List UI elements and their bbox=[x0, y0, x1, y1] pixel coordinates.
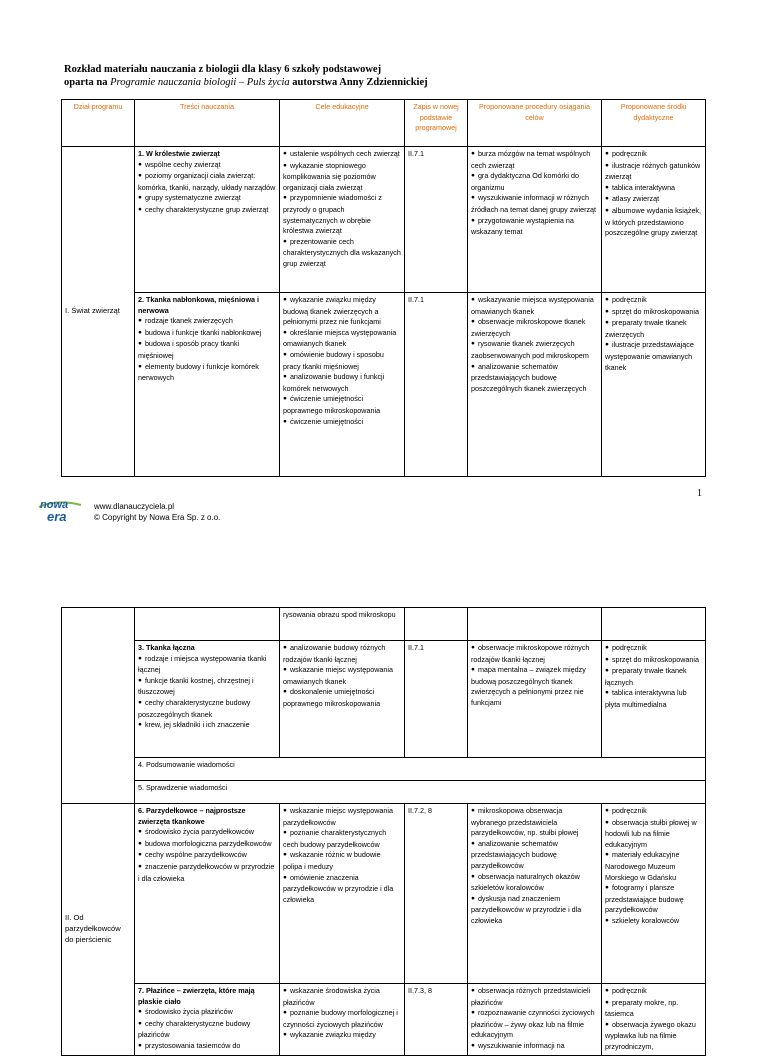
list-item: ● podręcznik bbox=[605, 806, 702, 818]
list-item: ● wyszukiwanie informacji na bbox=[471, 1041, 598, 1053]
list-item: ● gra dydaktyczna Od komórki do organizmu bbox=[471, 171, 598, 193]
goals-cell bbox=[280, 641, 405, 758]
list-item: ● przystosowania tasiemców do bbox=[138, 1041, 276, 1053]
means-cell bbox=[602, 293, 706, 477]
list-item: ● obserwacja naturalnych okazów szkieletów koralowców bbox=[471, 872, 598, 894]
list-item: ● środowisko życia parzydełkowców bbox=[138, 827, 276, 839]
list-item: ● wskazanie różnic w budowie polipa i meduzy bbox=[283, 850, 401, 872]
list-item: ● rozpoznawanie czynności życiowych płazińców – żywy okaz lub na filmie edukacyjnym bbox=[471, 1008, 598, 1041]
list-item: ● wskazanie miejsc występowania omawianych tkanek bbox=[283, 665, 401, 687]
table-row bbox=[62, 758, 706, 781]
list-item: ● budowa i sposób pracy tkanki mięśniowej bbox=[138, 339, 276, 361]
list-item: ● grupy systematyczne zwierząt bbox=[138, 193, 276, 205]
list-item: ● ilustracje różnych gatunków zwierząt bbox=[605, 161, 702, 183]
header-cele: Cele edukacyjne bbox=[280, 100, 405, 147]
list-item: ● budowa morfologiczna parzydełkowców bbox=[138, 839, 276, 851]
table-row bbox=[62, 641, 706, 758]
title-line-1: Rozkład materiału nauczania z biologii dla klasy 6 szkoły podstawowej bbox=[64, 64, 382, 75]
list-item: ● podręcznik bbox=[605, 295, 702, 307]
list-item: ● obserwacja stułbi płowej w hodowli lub na filmie edukacyjnym bbox=[605, 818, 702, 851]
header-zapis: Zapis w nowej podstawie programowej bbox=[405, 100, 468, 147]
list-item: ● preparaty trwałe tkanek łącznych bbox=[605, 666, 702, 688]
header-srodki: Proponowane środki dydaktyczne bbox=[602, 100, 706, 147]
code-cell: II.7.1 bbox=[405, 147, 468, 293]
code-cell bbox=[405, 608, 468, 641]
list-item: ● określanie miejsca występowania omawianych tkanek bbox=[283, 328, 401, 350]
list-item: ● sprzęt do mikroskopowania bbox=[605, 655, 702, 667]
header-dzial: Dział programu bbox=[62, 100, 135, 147]
list-item: ● omówienie budowy i sposobu pracy tkanki mięśniowej bbox=[283, 350, 401, 372]
goals-cell: rysowania obrazu spod mikroskopu bbox=[280, 608, 405, 641]
procedures-cell bbox=[468, 641, 602, 758]
section-cell bbox=[62, 608, 135, 804]
content-cell bbox=[135, 147, 280, 293]
section-cell: II. Od parzydełkowców do pierścienic bbox=[62, 804, 135, 1056]
list-item: ● cechy charakterystyczne budowy płazińców bbox=[138, 1019, 276, 1041]
procedures-cell bbox=[468, 608, 602, 641]
list-item: ● preparaty trwałe tkanek zwierzęcych bbox=[605, 318, 702, 340]
list-item: ● środowisko życia płazińców bbox=[138, 1007, 276, 1019]
list-item: ● cechy charakterystyczne budowy poszczególnych tkanek bbox=[138, 698, 276, 720]
list-item: ● poznanie budowy morfologicznej i czynności życiowych płazińców bbox=[283, 1008, 401, 1030]
list-item: ● wskazanie środowiska życia płazińców bbox=[283, 986, 401, 1008]
topic-title: 1. W królestwie zwierząt bbox=[138, 149, 220, 158]
header-tresci: Treści nauczania bbox=[135, 100, 280, 147]
list-item: ● obserwacja żywego okazu wypławka lub na filmie przyrodniczym, bbox=[605, 1020, 702, 1053]
list-item: ● wskazanie miejsc występowania parzydełkowców bbox=[283, 806, 401, 828]
list-item: ● mikroskopowa obserwacja wybranego przedstawiciela parzydełkowców, np. stułbi płowej bbox=[471, 806, 598, 839]
document-title bbox=[64, 63, 724, 89]
title-line-2: oparta na Programie nauczania biologii – Puls życia autorstwa Anny Zdziennickiej bbox=[64, 77, 428, 88]
code-cell: II.7.3, 8 bbox=[405, 984, 468, 1056]
list-item: ● budowa i funkcje tkanki nabłonkowej bbox=[138, 328, 276, 340]
list-item: ● burza mózgów na temat wspólnych cech zwierząt bbox=[471, 149, 598, 171]
list-item: ● rodzaje i miejsca występowania tkanki łącznej bbox=[138, 654, 276, 676]
list-item: ● doskonalenie umiejętności poprawnego mikroskopowania bbox=[283, 687, 401, 709]
topic-title: 3. Tkanka łączna bbox=[138, 643, 195, 652]
table-row bbox=[62, 984, 706, 1056]
curriculum-table-page-1 bbox=[61, 99, 706, 477]
list-item: ● tablica interaktywna bbox=[605, 183, 702, 195]
procedures-cell bbox=[468, 804, 602, 984]
footer bbox=[94, 501, 220, 523]
code-cell: II.7.1 bbox=[405, 293, 468, 477]
list-item: ● albumowe wydania książek, w których przedstawiono poszczególne grupy zwierząt bbox=[605, 206, 702, 239]
list-item: ● analizowanie budowy i funkcji komórek nerwowych bbox=[283, 372, 401, 394]
list-item: ● ćwiczenie umiejętności bbox=[283, 417, 401, 429]
list-item: ● obserwacja różnych przedstawicieli płazińców bbox=[471, 986, 598, 1008]
list-item: ● wykazanie związku między bbox=[283, 1030, 401, 1042]
list-item: ● wspólne cechy zwierząt bbox=[138, 160, 276, 172]
list-item: ● sprzęt do mikroskopowania bbox=[605, 307, 702, 319]
table-row bbox=[62, 781, 706, 804]
list-item: ● podręcznik bbox=[605, 149, 702, 161]
logo-word-era: era bbox=[47, 509, 67, 524]
list-item: ● wskazywanie miejsca występowania omawianych tkanek bbox=[471, 295, 598, 317]
table-header-row bbox=[62, 100, 706, 147]
list-item: ● ilustracje przedstawiające występowanie omawianych tkanek bbox=[605, 340, 702, 373]
summary-row-cell: 4. Podsumowanie wiadomości bbox=[135, 758, 706, 781]
means-cell bbox=[602, 608, 706, 641]
table-row bbox=[62, 147, 706, 293]
procedures-cell bbox=[468, 147, 602, 293]
logo-word-nowa: nowa bbox=[40, 499, 69, 511]
goals-cell bbox=[280, 147, 405, 293]
content-cell bbox=[135, 608, 280, 641]
code-cell: II.7.1 bbox=[405, 641, 468, 758]
list-item: ● preparaty mokre, np. tasiemca bbox=[605, 998, 702, 1020]
section-cell: I. Świat zwierząt bbox=[62, 147, 135, 477]
means-cell bbox=[602, 147, 706, 293]
topic-title: 7. Płazińce – zwierzęta, które mają płaskie ciało bbox=[138, 986, 255, 1006]
test-row-cell: 5. Sprawdzenie wiadomości bbox=[135, 781, 706, 804]
list-item: ● przypomnienie wiadomości z przyrody o grupach systematycznych w obrębie królestwa zwierząt bbox=[283, 193, 401, 236]
list-item: ● materiały edukacyjne Narodowego Muzeum Morskiego w Gdańsku bbox=[605, 850, 702, 883]
list-item: ● ustalenie wspólnych cech zwierząt bbox=[283, 149, 401, 161]
goals-cell bbox=[280, 293, 405, 477]
goals-cell bbox=[280, 804, 405, 984]
list-item: ● mapa mentalna – związek między budową poszczególnych tkanek zwierzęcych a pełnionymi przez nie funkcjami bbox=[471, 665, 598, 708]
content-cell bbox=[135, 984, 280, 1056]
topic-title: 6. Parzydełkowce – najprostsze zwierzęta tkankowe bbox=[138, 806, 246, 826]
list-item: ● atlasy zwierząt bbox=[605, 194, 702, 206]
list-item: ● obserwacje mikroskopowe różnych rodzajów tkanki łącznej bbox=[471, 643, 598, 665]
list-item: ● funkcje tkanki kostnej, chrzęstnej i tłuszczowej bbox=[138, 676, 276, 698]
list-item: ● podręcznik bbox=[605, 643, 702, 655]
list-item: ● szkielety koralowców bbox=[605, 916, 702, 928]
curriculum-table-page-2 bbox=[61, 607, 706, 1056]
list-item: ● podręcznik bbox=[605, 986, 702, 998]
nowa-era-logo bbox=[37, 495, 83, 525]
means-cell bbox=[602, 984, 706, 1056]
list-item: ● wykazanie stopniowego komplikowania się poziomów organizacji ciała zwierząt bbox=[283, 161, 401, 194]
list-item: ● rysowanie tkanek zwierzęcych zaobserwowanych pod mikroskopem bbox=[471, 339, 598, 361]
content-cell bbox=[135, 641, 280, 758]
table-row bbox=[62, 608, 706, 641]
list-item: ● krew, jej składniki i ich znaczenie bbox=[138, 720, 276, 732]
procedures-cell bbox=[468, 293, 602, 477]
topic-title: 2. Tkanka nabłonkowa, mięśniowa i nerwowa bbox=[138, 295, 260, 315]
list-item: ● elementy budowy i funkcje komórek nerwowych bbox=[138, 362, 276, 384]
list-item: ● wykazanie związku między budową tkanek zwierzęcych a pełnionymi przez nie funkcjami bbox=[283, 295, 401, 328]
list-item: ● obserwacje mikroskopowe tkanek zwierzęcych bbox=[471, 317, 598, 339]
list-item: ● rodzaje tkanek zwierzęcych bbox=[138, 316, 276, 328]
page-number: 1 bbox=[697, 488, 702, 499]
list-item: ● ćwiczenie umiejętności poprawnego mikroskopowania bbox=[283, 394, 401, 416]
list-item: ● omówienie znaczenia parzydełkowców w przyrodzie i dla człowieka bbox=[283, 873, 401, 906]
content-cell bbox=[135, 293, 280, 477]
means-cell bbox=[602, 804, 706, 984]
list-item: ● prezentowanie cech charakterystycznych dla wskazanych grup zwierząt bbox=[283, 237, 401, 270]
footer-url[interactable]: www.dlanauczyciela.pl bbox=[94, 502, 175, 511]
list-item: ● znaczenie parzydełkowców w przyrodzie i dla człowieka bbox=[138, 862, 276, 884]
footer-copyright: © Copyright by Nowa Era Sp. z o.o. bbox=[94, 513, 221, 522]
list-item: ● cechy wspólne parzydełkowców bbox=[138, 850, 276, 862]
content-cell bbox=[135, 804, 280, 984]
list-item: ● przygotowanie wystąpienia na wskazany temat bbox=[471, 216, 598, 238]
procedures-cell bbox=[468, 984, 602, 1056]
means-cell bbox=[602, 641, 706, 758]
list-item: ● dyskusja nad znaczeniem parzydełkowców w przyrodzie i dla człowieka bbox=[471, 894, 598, 927]
header-procedury: Proponowane procedury osiągania celów bbox=[468, 100, 602, 147]
list-item: ● fotogramy i plansze przedstawiające budowę parzydełkowców bbox=[605, 883, 702, 916]
list-item: ● poznanie charakterystycznych cech budowy parzydełkowców bbox=[283, 828, 401, 850]
table-row bbox=[62, 804, 706, 984]
list-item: ● poziomy organizacji ciała zwierząt: komórka, tkanki, narządy, układy narządów bbox=[138, 171, 276, 193]
list-item: ● analizowanie budowy różnych rodzajów tkanki łącznej bbox=[283, 643, 401, 665]
list-item: ● analizowanie schematów przedstawiających budowę poszczególnych tkanek zwierzęcych bbox=[471, 362, 598, 395]
table-row bbox=[62, 293, 706, 477]
code-cell: II.7.2, 8 bbox=[405, 804, 468, 984]
list-item: ● tablica interaktywna lub płyta multimedialna bbox=[605, 688, 702, 710]
list-item: ● wyszukiwanie informacji w różnych źródłach na temat danej grupy zwierząt bbox=[471, 193, 598, 215]
goals-cell bbox=[280, 984, 405, 1056]
list-item: ● analizowanie schematów przedstawiających budowę parzydełkowców bbox=[471, 839, 598, 872]
list-item: ● cechy charakterystyczne grup zwierząt bbox=[138, 205, 276, 217]
